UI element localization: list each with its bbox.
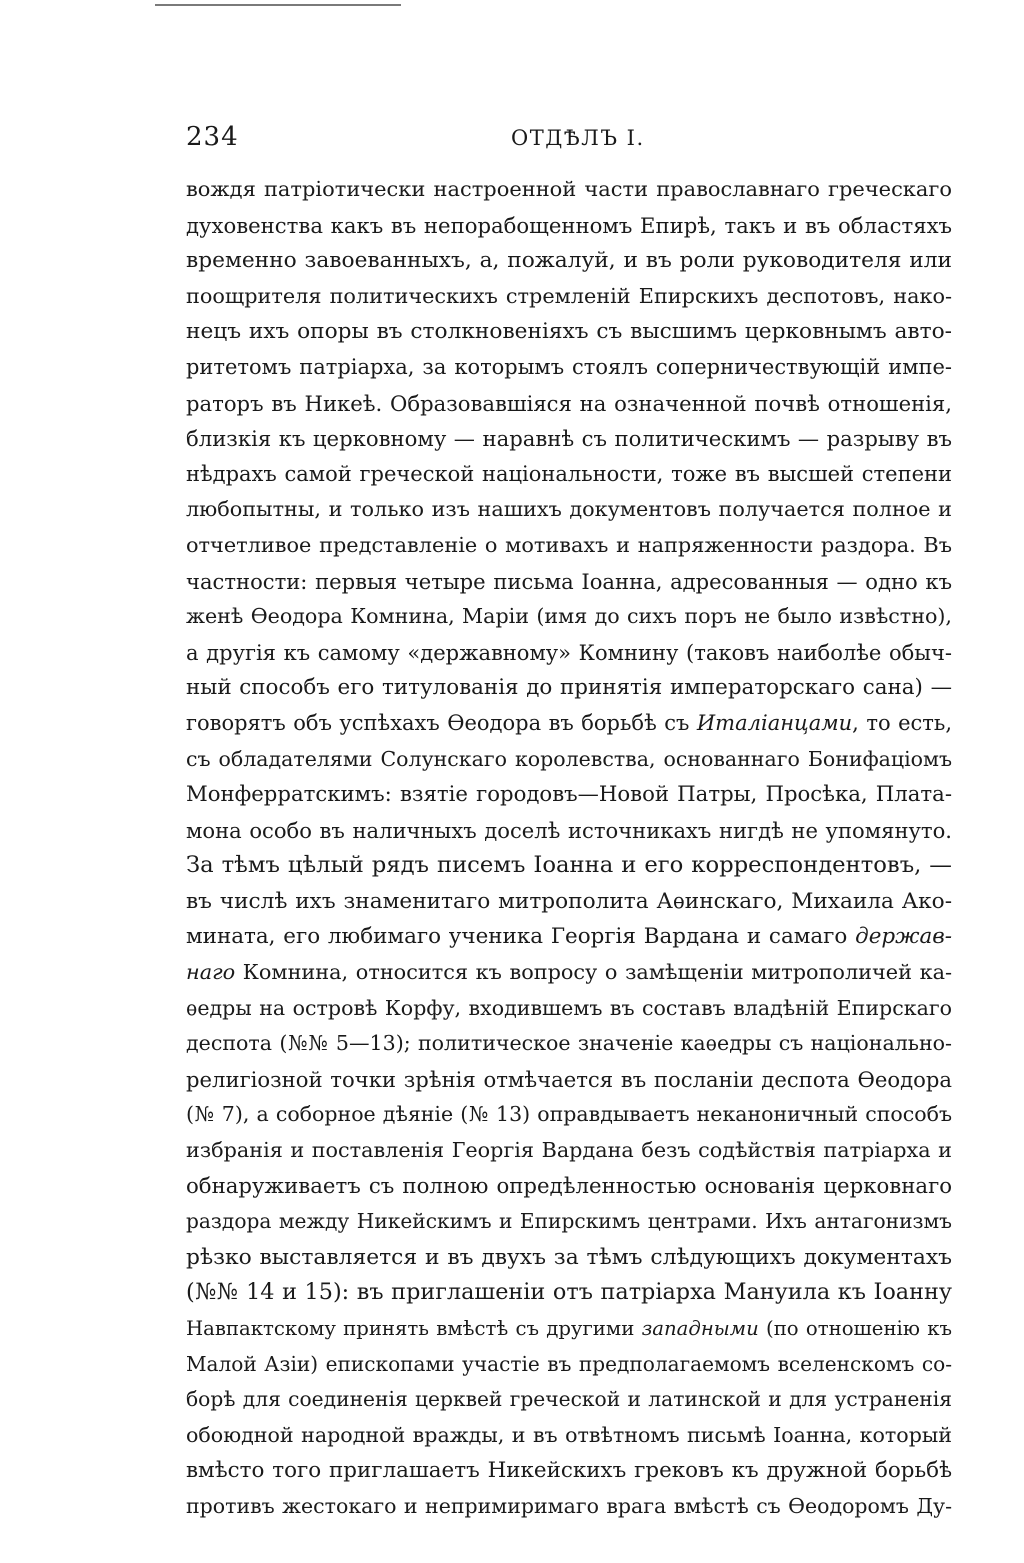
text-segment: съ обладателями Солунскаго королевства, основаннаго Бонифаціомъ [186,746,952,771]
text-line [186,670,952,706]
text-segment: говорятъ объ успѣхахъ Ѳеодора въ борьбѣ съ [186,710,697,735]
text-line [186,172,952,208]
text-segment: ритетомъ патріарха, за которымъ стоялъ соперничествующій импе- [186,354,952,379]
text-segment: нѣдрахъ самой греческой національности, тоже въ высшей степени [186,461,952,486]
text-segment: обнаруживаетъ съ полною опредѣленностью основанія церковнаго [186,1173,952,1199]
text-segment: близкія къ церковному — наравнѣ съ политическимъ — разрыву въ [186,426,952,452]
text-segment: (по отношенію къ [758,1317,952,1340]
text-line [186,457,952,493]
text-segment: Комнина, относится къ вопросу о замѣщеніи митрополичей ка- [235,960,952,985]
text-segment: нецъ ихъ опоры въ столкновеніяхъ съ высшимъ церковнымъ авто- [186,319,952,345]
text-segment: Монферратскимъ: взятіе городовъ—Новой Патры, Просѣка, Плата- [186,782,952,808]
text-segment: обоюдной народной вражды, и въ отвѣтномъ письмѣ Іоанна, который [186,1422,952,1447]
text-segment: любопытны, и только изъ нашихъ документовъ получается полное и [186,497,952,522]
text-line [186,1347,952,1383]
text-line [186,1169,952,1205]
text-segment: мината, его любимаго ученика Георгія Вардана и самаго [186,924,856,950]
text-line [186,1026,952,1062]
text-line [186,1489,952,1525]
text-line [186,386,952,422]
text-line [186,208,952,244]
text-segment: раздора между Никейскимъ и Епирскимъ центрами. Ихъ антагонизмъ [186,1209,952,1234]
text-line [186,279,952,315]
italic-text: держав- [855,924,952,950]
text-segment: мона особо въ наличныхъ доселѣ источникахъ нигдѣ не упомянуто. [186,817,952,843]
text-line [186,848,952,884]
page-number: 234 [186,122,239,152]
text-segment: а другія къ самому «державному» Комнину (таковъ наиболѣе обыч- [186,639,952,665]
text-line [186,350,952,386]
text-segment: (№№ 14 и 15): въ приглашеніи отъ патріарха Мануила къ Іоанну [186,1279,952,1306]
italic-text: западными [641,1317,759,1340]
top-rule [155,4,401,6]
text-line [186,1382,952,1418]
text-line [186,528,952,564]
text-line [186,884,952,920]
text-segment: частности: первыя четыре письма Іоанна, адресованныя — одно къ [186,568,952,594]
page-header [186,122,950,158]
text-segment: , то есть, [852,710,952,735]
text-line [186,1418,952,1454]
text-line [186,1133,952,1169]
text-segment: раторъ въ Никеѣ. Образовавшіяся на означенной почвѣ отношенія, [186,390,952,416]
text-line [186,599,952,635]
text-segment: въ числѣ ихъ знаменитаго митрополита Аѳинскаго, Михаила Ако- [186,888,952,914]
text-line [186,777,952,813]
text-segment: Малой Азіи) епископами участіе въ предполагаемомъ вселенскомъ со- [186,1351,952,1376]
text-segment: борѣ для соединенія церквей греческой и латинской и для устраненія [186,1387,952,1412]
text-line [186,1275,952,1311]
text-segment: временно завоеванныхъ, а, пожалуй, и въ роли руководителя или [186,248,952,274]
text-line [186,919,952,955]
text-line [186,1240,952,1276]
italic-text: Италіанцами [696,710,853,735]
text-line [186,1453,952,1489]
text-line [186,955,952,991]
text-line [186,742,952,778]
text-segment: За тѣмъ цѣлый рядъ писемъ Іоанна и его корреспондентовъ, — [186,852,952,879]
text-line [186,243,952,279]
text-segment: рѣзко выставляется и въ двухъ за тѣмъ слѣдующихъ документахъ [186,1244,952,1270]
body-text [186,172,952,1525]
text-line [186,564,952,600]
text-line [186,421,952,457]
text-line [186,1311,952,1347]
text-segment: отчетливое представленіе о мотивахъ и напряженности раздора. Въ [186,532,952,557]
text-line [186,635,952,671]
text-line [186,991,952,1027]
running-head: ОТДѢЛЪ I. [511,126,645,150]
text-segment: вождя патріотически настроенной части православнаго греческаго [186,177,952,201]
text-line [186,1097,952,1133]
text-line [186,813,952,849]
text-segment: Навпактскому принять вмѣстѣ съ другими [186,1317,642,1340]
text-segment: противъ жестокаго и непримиримаго врага вмѣстѣ съ Ѳеодоромъ Ду- [186,1493,952,1518]
text-line [186,1062,952,1098]
text-line [186,314,952,350]
text-segment: (№ 7), а соборное дѣяніе (№ 13) оправдываетъ неканоничный способъ [186,1102,952,1127]
text-segment: ѳедры на островѣ Корфу, входившемъ въ составъ владѣній Епирскаго [186,995,952,1020]
text-segment: избранія и поставленія Георгія Вардана безъ содѣйствія патріарха и [186,1138,952,1163]
text-segment: духовенства какъ въ непорабощенномъ Епирѣ, такъ и въ областяхъ [186,212,952,238]
text-line [186,492,952,528]
italic-text: наго [186,960,236,985]
text-segment: деспота (№№ 5—13); политическое значеніе каѳедры съ національно- [186,1031,952,1056]
text-line [186,706,952,742]
text-segment: ный способъ его титулованія до принятія императорскаго сана) — [186,675,952,701]
text-segment: женѣ Ѳеодора Комнина, Маріи (имя до сихъ поръ не было извѣстно), [186,604,952,629]
text-segment: вмѣсто того приглашаетъ Никейскихъ грековъ къ дружной борьбѣ [186,1458,952,1484]
text-segment: поощрителя политическихъ стремленій Епирскихъ деспотовъ, нако- [186,283,952,308]
text-line [186,1204,952,1240]
text-segment: религіозной точки зрѣнія отмѣчается въ посланіи деспота Ѳеодора [186,1066,952,1092]
